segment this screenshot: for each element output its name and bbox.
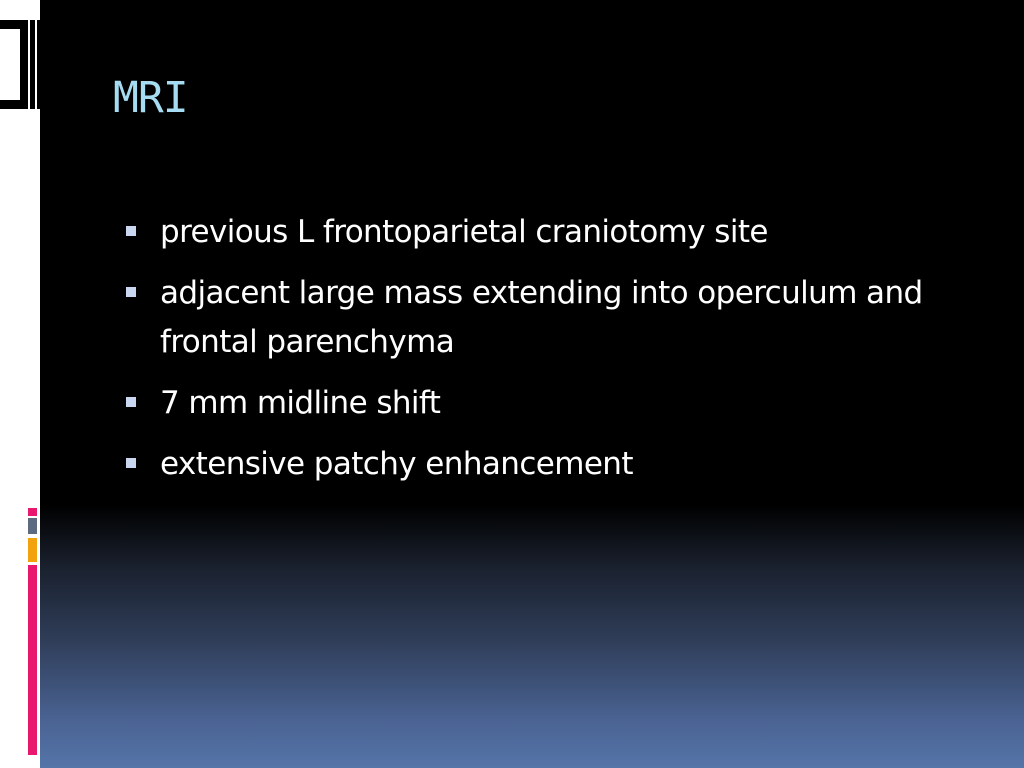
slide-title: MRI xyxy=(113,73,188,123)
list-item xyxy=(124,208,944,257)
accent-bar-slate xyxy=(28,518,37,534)
square-bullet-icon xyxy=(126,458,136,468)
deco-bar xyxy=(0,100,20,109)
accent-bar-pink-long xyxy=(28,565,37,755)
list-item xyxy=(124,440,944,489)
accent-bar-orange xyxy=(28,538,37,562)
bullet-list xyxy=(124,208,944,501)
square-bullet-icon xyxy=(126,226,136,236)
list-item xyxy=(124,379,944,428)
deco-bar xyxy=(0,20,20,29)
list-item xyxy=(124,269,944,367)
bullet-text: 7 mm midline shift xyxy=(160,385,441,421)
bullet-text: previous L frontoparietal craniotomy site xyxy=(160,214,768,250)
accent-bar-pink xyxy=(28,508,37,516)
deco-bar xyxy=(20,20,28,109)
bullet-text: extensive patchy enhancement xyxy=(160,446,633,482)
bullet-text: adjacent large mass extending into operculum and frontal parenchyma xyxy=(160,275,923,360)
square-bullet-icon xyxy=(126,397,136,407)
deco-bar xyxy=(30,20,35,109)
square-bullet-icon xyxy=(126,287,136,297)
deco-bar xyxy=(37,20,40,109)
